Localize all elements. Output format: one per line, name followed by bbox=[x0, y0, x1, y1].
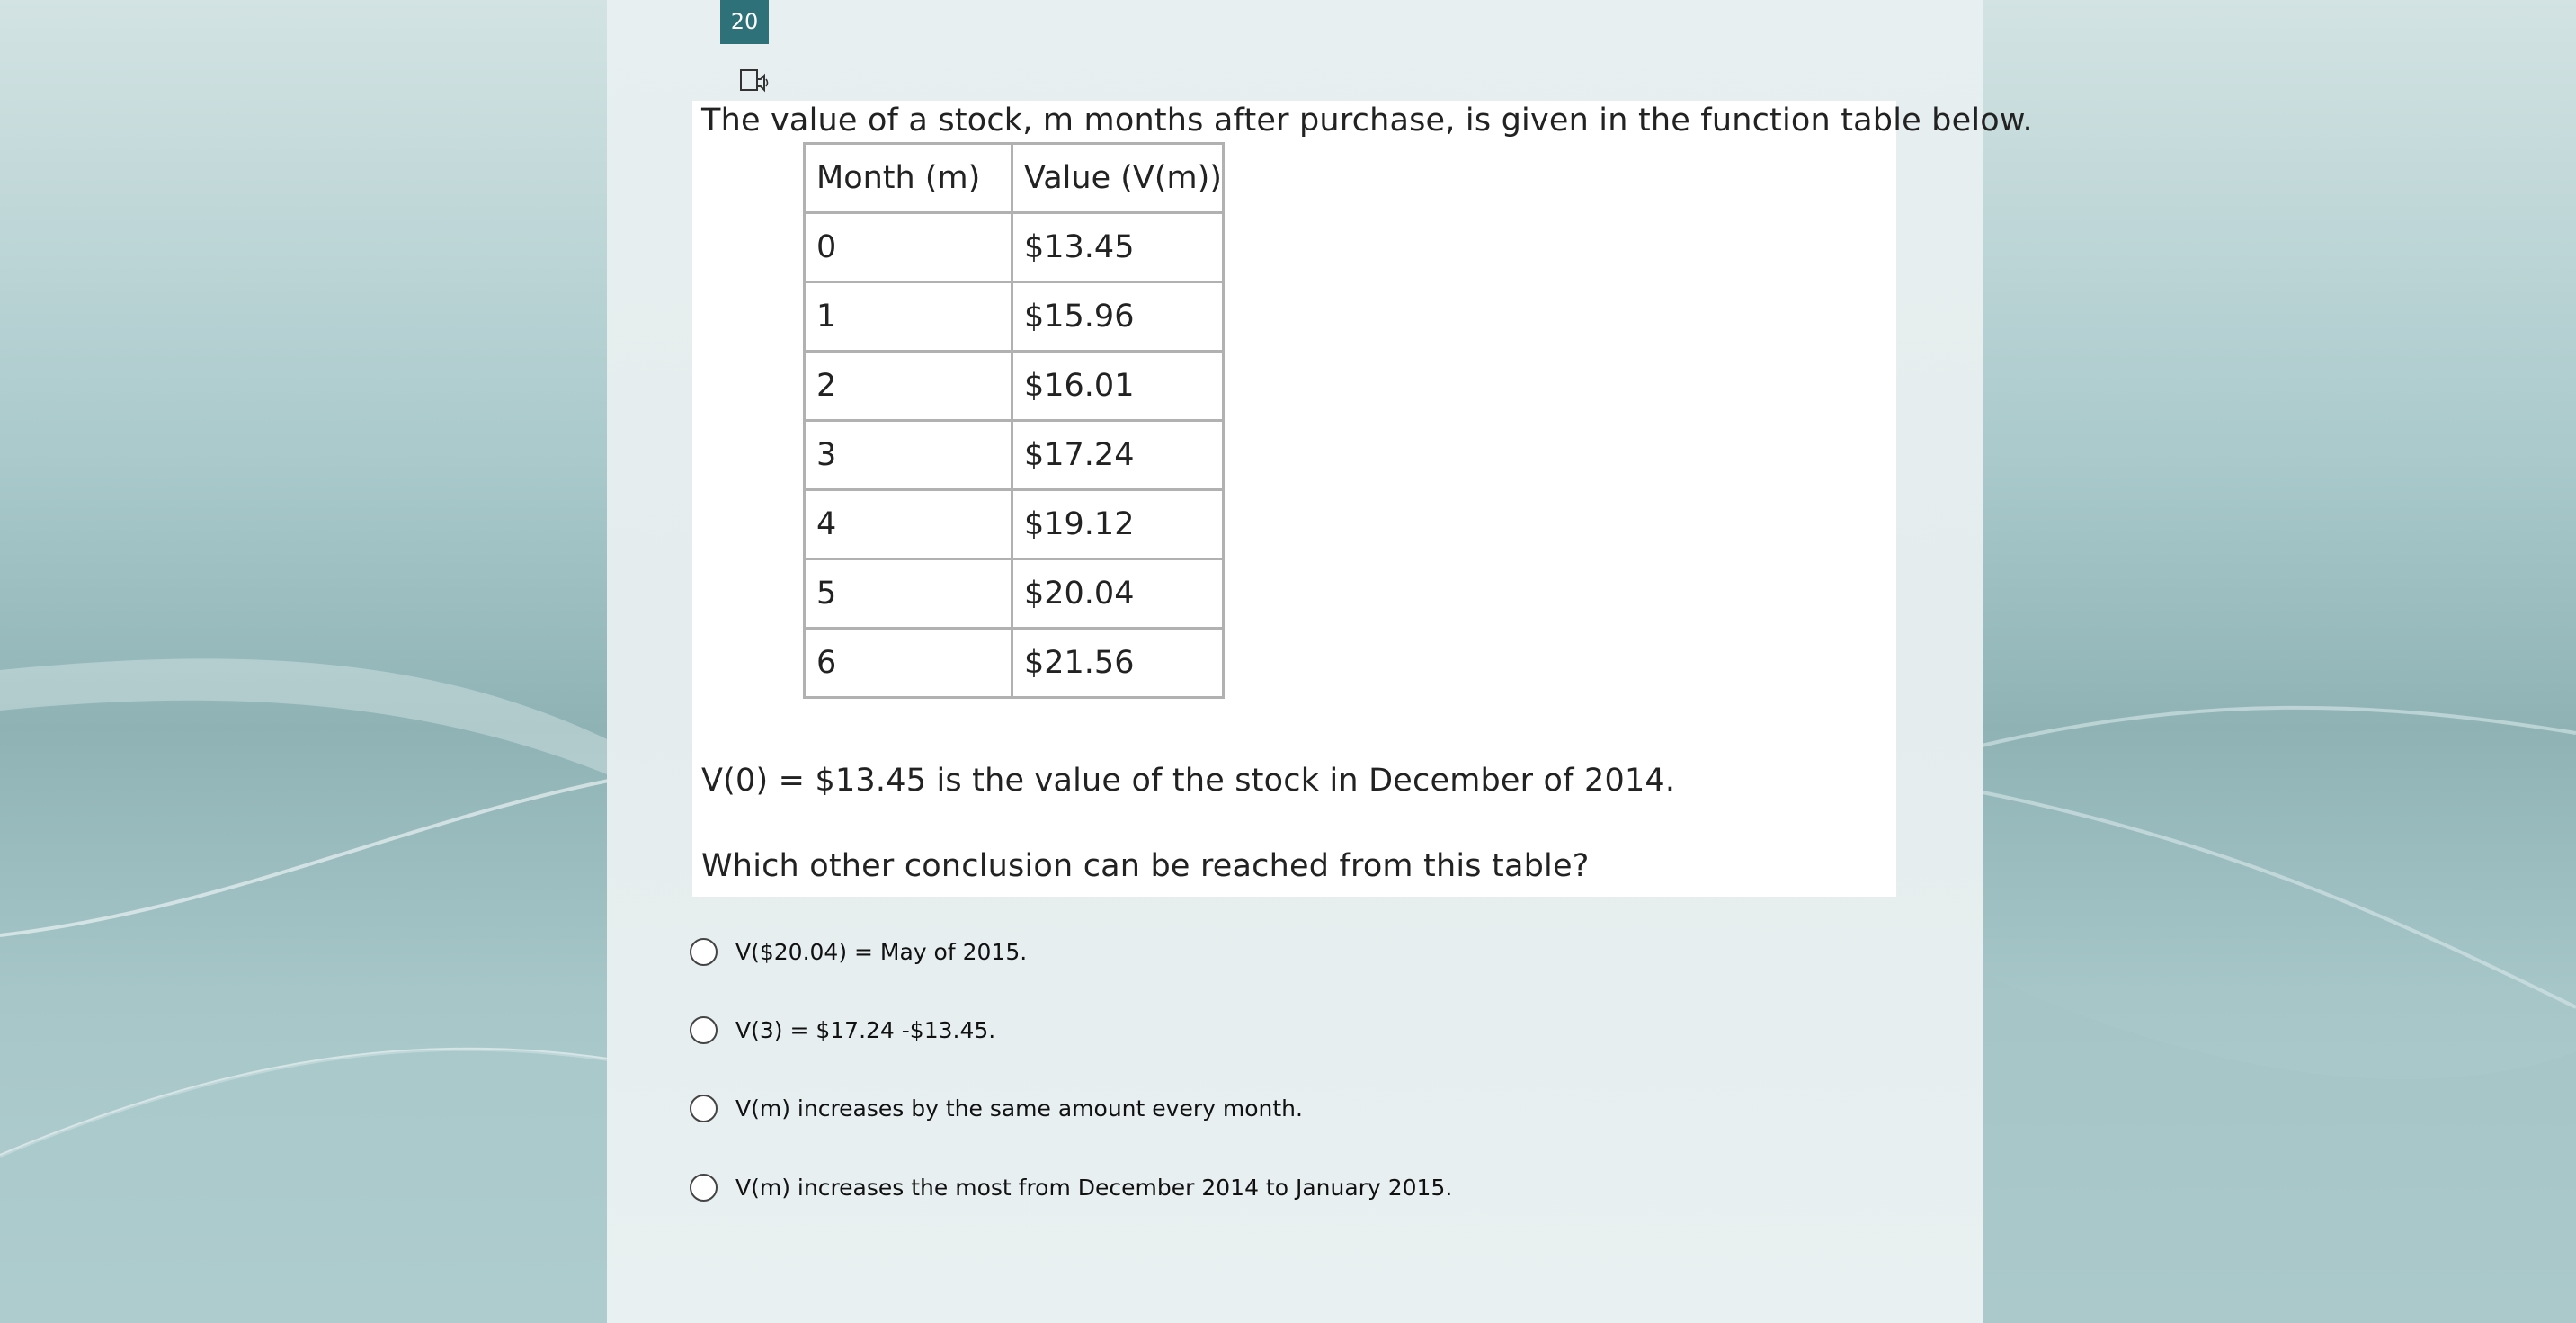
table-row bbox=[805, 421, 1224, 490]
table-cell-value: $19.12 bbox=[1012, 490, 1224, 559]
table-cell-value: $13.45 bbox=[1012, 213, 1224, 282]
table-cell-month: 3 bbox=[805, 421, 1012, 490]
answer-option-label: V(m) increases the most from December 2014 to January 2015. bbox=[735, 1174, 1453, 1201]
table-header-month: Month (m) bbox=[805, 144, 1012, 213]
stem-statement-text: V(0) = $13.45 is the value of the stock in December of 2014. bbox=[701, 763, 1676, 799]
table-header-row bbox=[805, 144, 1224, 213]
table-cell-value: $17.24 bbox=[1012, 421, 1224, 490]
text-to-speech-icon[interactable] bbox=[739, 67, 771, 95]
table-cell-month: 4 bbox=[805, 490, 1012, 559]
answer-option-c[interactable] bbox=[690, 1092, 1303, 1124]
table-row bbox=[805, 352, 1224, 421]
function-table bbox=[803, 142, 1225, 699]
answer-option-b[interactable] bbox=[690, 1014, 995, 1046]
radio-button[interactable] bbox=[690, 1016, 718, 1044]
answer-option-label: V(3) = $17.24 -$13.45. bbox=[735, 1016, 996, 1043]
table-cell-month: 6 bbox=[805, 629, 1012, 698]
table-cell-month: 2 bbox=[805, 352, 1012, 421]
table-row bbox=[805, 490, 1224, 559]
answer-option-a[interactable] bbox=[690, 935, 1027, 968]
table-cell-value: $15.96 bbox=[1012, 282, 1224, 352]
table-cell-month: 5 bbox=[805, 559, 1012, 629]
stem-intro-text: The value of a stock, m months after purchase, is given in the function table below. bbox=[701, 103, 2033, 139]
table-cell-value: $20.04 bbox=[1012, 559, 1224, 629]
radio-button[interactable] bbox=[690, 938, 718, 966]
table-header-value: Value (V(m)) bbox=[1012, 144, 1224, 213]
table-cell-value: $16.01 bbox=[1012, 352, 1224, 421]
question-number-badge: 20 bbox=[720, 0, 769, 44]
table-row bbox=[805, 213, 1224, 282]
stem-prompt-text: Which other conclusion can be reached from this table? bbox=[701, 848, 1590, 884]
table-row bbox=[805, 559, 1224, 629]
answer-option-d[interactable] bbox=[690, 1171, 1452, 1203]
question-stem bbox=[692, 101, 2033, 897]
table-row bbox=[805, 282, 1224, 352]
answer-option-label: V(m) increases by the same amount every month. bbox=[735, 1095, 1303, 1122]
table-cell-month: 1 bbox=[805, 282, 1012, 352]
table-cell-value: $21.56 bbox=[1012, 629, 1224, 698]
radio-button[interactable] bbox=[690, 1174, 718, 1202]
table-row bbox=[805, 629, 1224, 698]
answer-option-label: V($20.04) = May of 2015. bbox=[735, 938, 1028, 965]
radio-button[interactable] bbox=[690, 1095, 718, 1122]
table-cell-month: 0 bbox=[805, 213, 1012, 282]
